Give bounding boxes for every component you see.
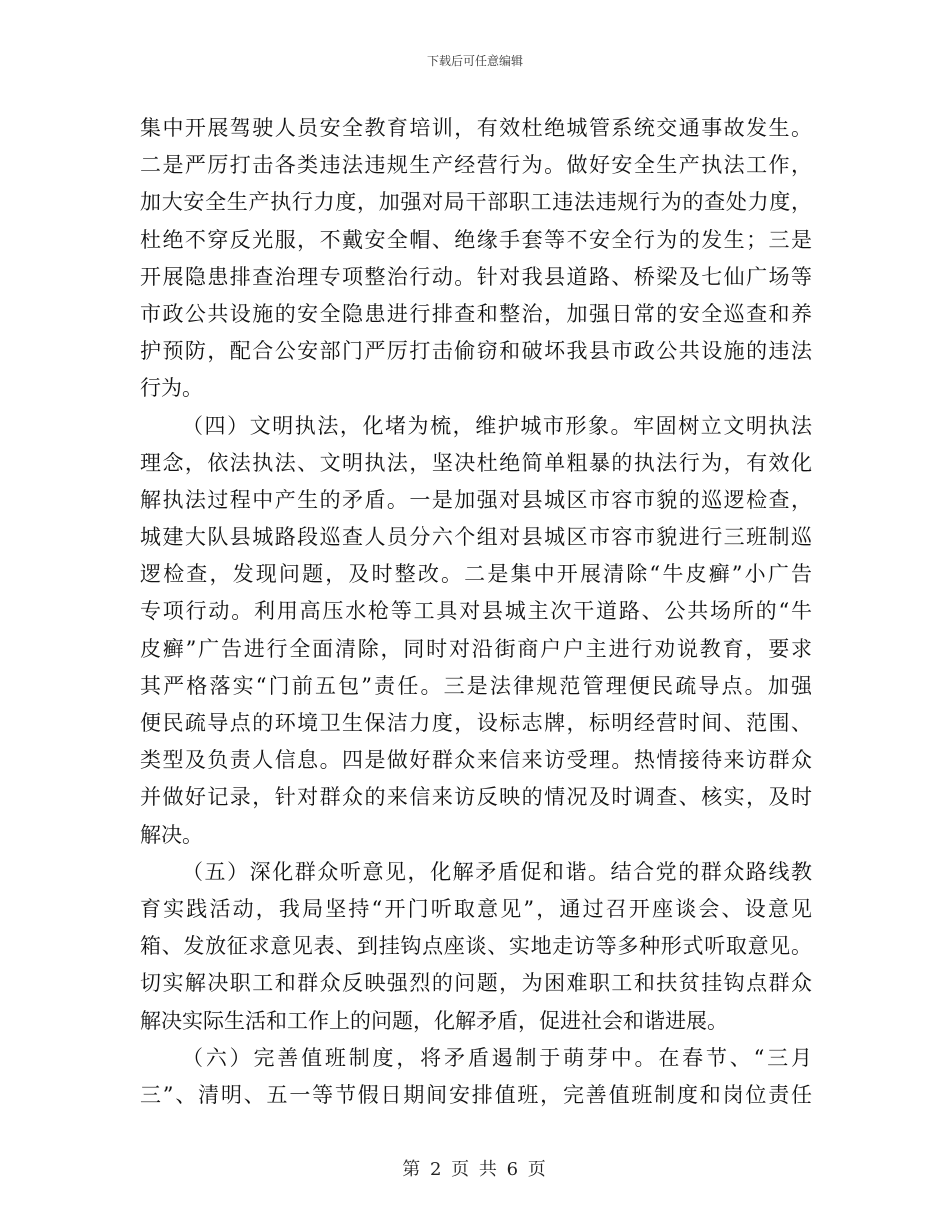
body-text-line: 行为。 xyxy=(140,376,203,401)
body-text-line: 并做好记录，针对群众的来信来访反映的情况及时调查、核实，及时 xyxy=(140,785,812,810)
page-header: 下载后可任意编辑 xyxy=(426,54,523,68)
body-text-line: 解决。 xyxy=(140,822,203,847)
body-text-line: 便民疏导点的环境卫生保洁力度，设标志牌，标明经营时间、范围、 xyxy=(140,711,812,735)
body-text-line: （六）完善值班制度，将矛盾遏制于萌芽中。在春节、“三月 xyxy=(182,1045,812,1070)
body-text-line: 皮癣”广告进行全面清除，同时对沿街商户户主进行劝说教育，要求 xyxy=(140,636,812,661)
body-text-line: 城建大队县城路段巡查人员分六个组对县城区市容市貌进行三班制巡 xyxy=(140,525,812,550)
document-body xyxy=(140,110,812,1114)
body-text-line: 类型及负责人信息。四是做好群众来信来访受理。热情接待来访群众 xyxy=(140,748,812,773)
body-text-line: 加大安全生产执行力度，加强对局干部职工违法违规行为的查处力度， xyxy=(140,190,812,215)
body-text-line: 切实解决职工和群众反映强烈的问题，为困难职工和扶贫挂钩点群众 xyxy=(140,971,812,996)
body-text-line: 专项行动。利用高压水枪等工具对县城主次干道路、公共场所的“牛 xyxy=(140,599,812,624)
page-number-footer: 第 2 页 共 6 页 xyxy=(402,1159,548,1180)
body-text-line: （四）文明执法，化堵为梳，维护城市形象。牢固树立文明执法 xyxy=(182,413,812,438)
body-text-line: 集中开展驾驶人员安全教育培训，有效杜绝城管系统交通事故发生。 xyxy=(140,116,812,140)
body-text-line: （五）深化群众听意见，化解矛盾促和谐。结合党的群众路线教 xyxy=(182,859,812,884)
body-text-line: 三”、清明、五一等节假日期间安排值班，完善值班制度和岗位责任 xyxy=(140,1082,812,1107)
body-text-line: 市政公共设施的安全隐患进行排查和整治，加强日常的安全巡查和养 xyxy=(140,301,812,326)
body-text-line: 护预防，配合公安部门严厉打击偷窃和破坏我县市政公共设施的违法 xyxy=(140,339,812,364)
body-text-line: 其严格落实“门前五包”责任。三是法律规范管理便民疏导点。加强 xyxy=(140,673,812,698)
body-text-line: 理念，依法执法、文明执法，坚决杜绝简单粗暴的执法行为，有效化 xyxy=(140,450,812,475)
body-text-line: 杜绝不穿反光服，不戴安全帽、绝缘手套等不安全行为的发生；三是 xyxy=(140,227,812,252)
body-text-line: 解决实际生活和工作上的问题，化解矛盾，促进社会和谐进展。 xyxy=(140,1008,728,1033)
body-text-line: 解执法过程中产生的矛盾。一是加强对县城区市容市貌的巡逻检查， xyxy=(140,487,812,512)
body-text-line: 逻检查，发现问题，及时整改。二是集中开展清除“牛皮癣”小广告 xyxy=(140,562,812,587)
body-text-line: 二是严厉打击各类违法违规生产经营行为。做好安全生产执法工作， xyxy=(140,153,812,178)
body-text-line: 开展隐患排查治理专项整治行动。针对我县道路、桥梁及七仙广场等 xyxy=(140,264,812,289)
body-text-line: 育实践活动，我局坚持“开门听取意见”，通过召开座谈会、设意见 xyxy=(140,896,812,921)
body-text-line: 箱、发放征求意见表、到挂钩点座谈、实地走访等多种形式听取意见。 xyxy=(140,934,812,959)
